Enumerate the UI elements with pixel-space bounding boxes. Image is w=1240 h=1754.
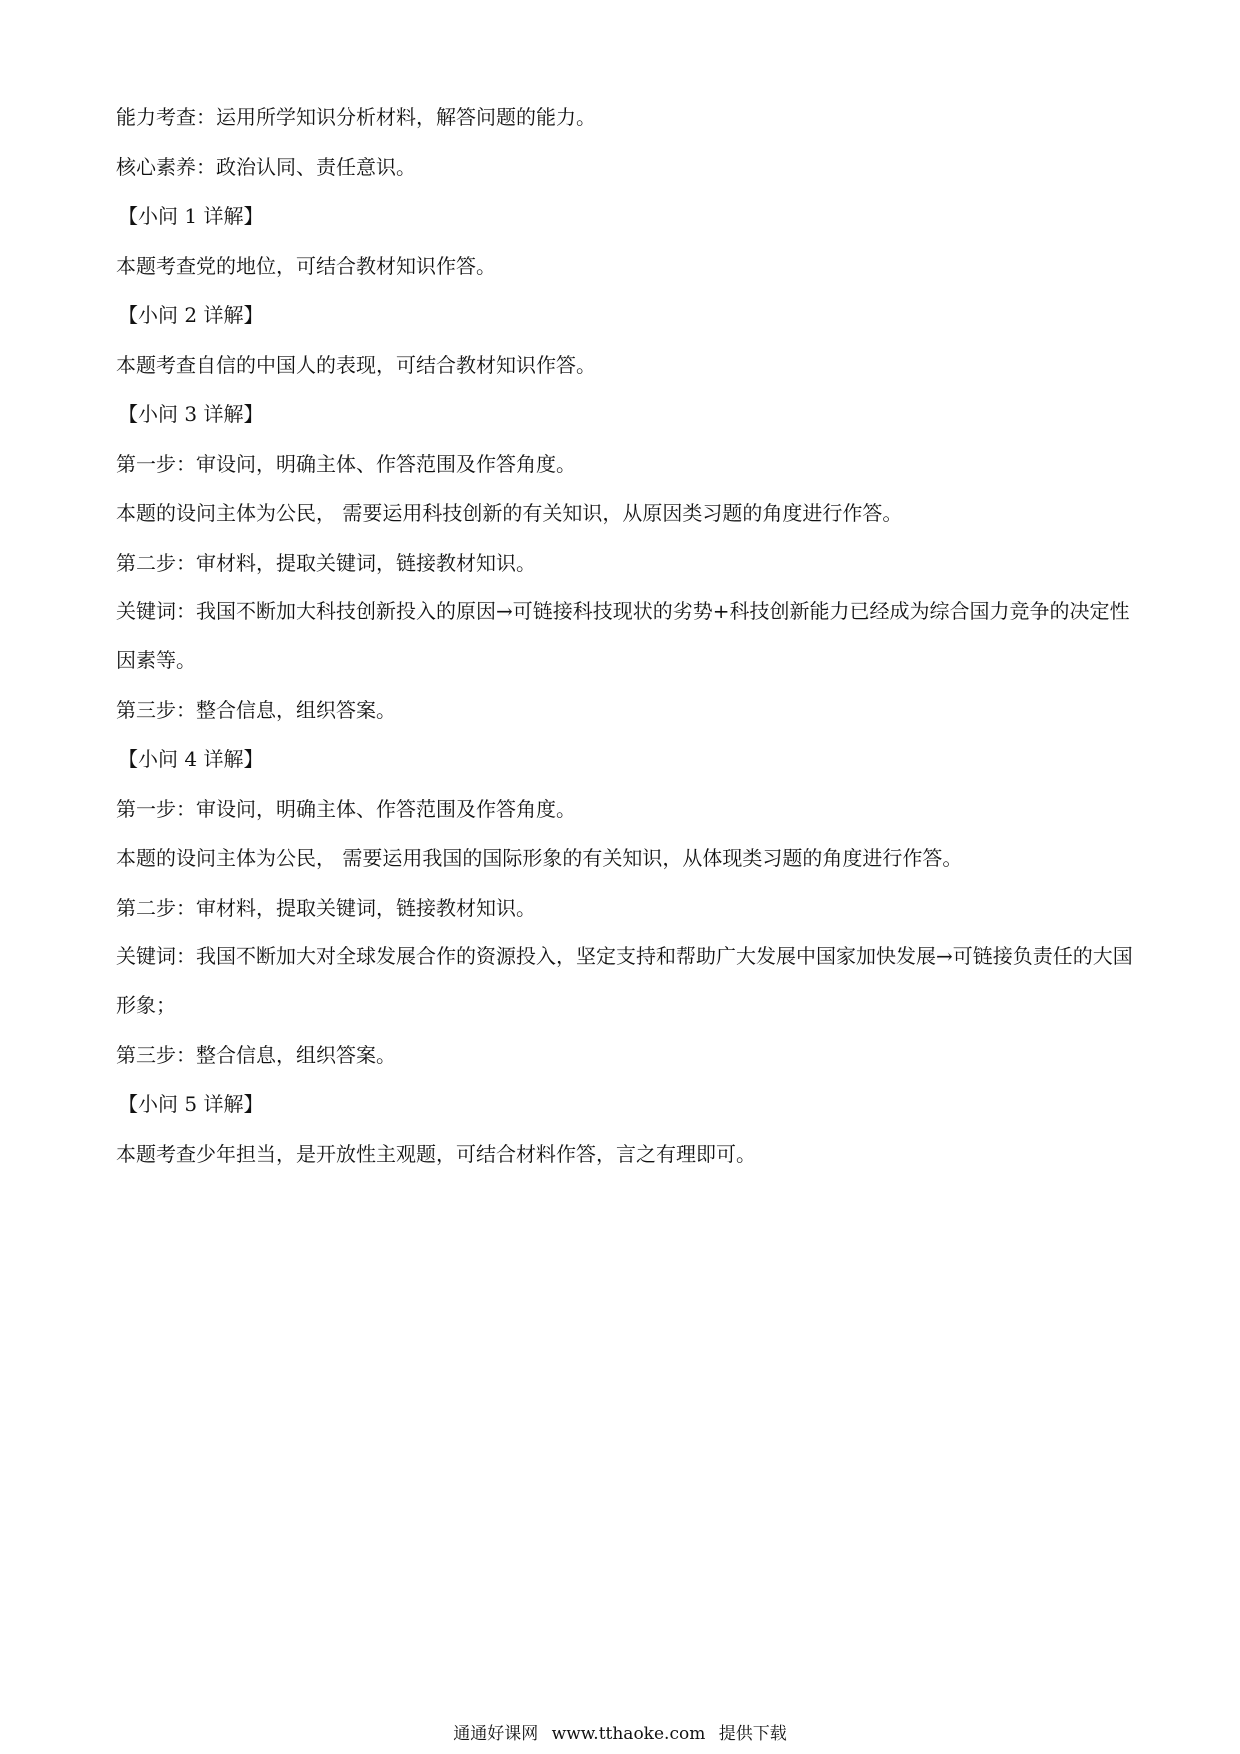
core-literacy-line: 核心素养：政治认同、责任意识。 — [116, 154, 416, 179]
q4-subject-text: 本题的设问主体为公民， 需要运用我国的国际形象的有关知识，从体现类习题的角度进行作答。 — [116, 846, 963, 870]
q4-step-2: 第二步：审材料，提取关键词，链接教材知识。 — [116, 895, 536, 920]
ability-line: 能力考查：运用所学知识分析材料，解答问题的能力。 — [116, 105, 596, 129]
sub-question-1-heading: 【小问 1 详解】 — [118, 204, 264, 228]
sub-question-5-heading: 【小问 5 详解】 — [118, 1092, 264, 1116]
q3-step-2: 第二步：审材料，提取关键词，链接教材知识。 — [116, 550, 536, 575]
q3-subject-text: 本题的设问主体为公民， 需要运用科技创新的有关知识，从原因类习题的角度进行作答。 — [116, 501, 903, 525]
q4-step-1: 第一步：审设问，明确主体、作答范围及作答角度。 — [116, 796, 576, 821]
q3-keywords-paragraph: 关键词：我国不断加大科技创新投入的原因→可链接科技现状的劣势+科技创新能力已经成为综合国力竞争的决定性因素等。 — [116, 599, 1130, 672]
sub-question-5-text: 本题考查少年担当，是开放性主观题，可结合材料作答，言之有理即可。 — [116, 1141, 756, 1166]
footer-site-name: 通通好课网 — [453, 1724, 539, 1744]
document-body — [116, 100, 1136, 1186]
footer-url: www.tthaoke.com — [551, 1724, 706, 1744]
page-footer — [0, 1722, 1240, 1746]
q3-step-3: 第三步：整合信息，组织答案。 — [116, 697, 396, 722]
sub-question-3-heading: 【小问 3 详解】 — [118, 402, 264, 426]
sub-question-1-text: 本题考查党的地位，可结合教材知识作答。 — [116, 253, 496, 278]
sub-question-4-heading: 【小问 4 详解】 — [118, 747, 264, 771]
q4-keywords-paragraph: 关键词：我国不断加大对全球发展合作的资源投入，坚定支持和帮助广大发展中国家加快发展→可链接负责任的大国形象； — [116, 944, 1133, 1017]
sub-question-2-heading: 【小问 2 详解】 — [118, 303, 264, 327]
sub-question-2-text: 本题考查自信的中国人的表现，可结合教材知识作答。 — [116, 352, 596, 377]
q3-step-1: 第一步：审设问，明确主体、作答范围及作答角度。 — [116, 451, 576, 476]
footer-suffix: 提供下载 — [718, 1724, 787, 1744]
q4-step-3: 第三步：整合信息，组织答案。 — [116, 1042, 396, 1067]
